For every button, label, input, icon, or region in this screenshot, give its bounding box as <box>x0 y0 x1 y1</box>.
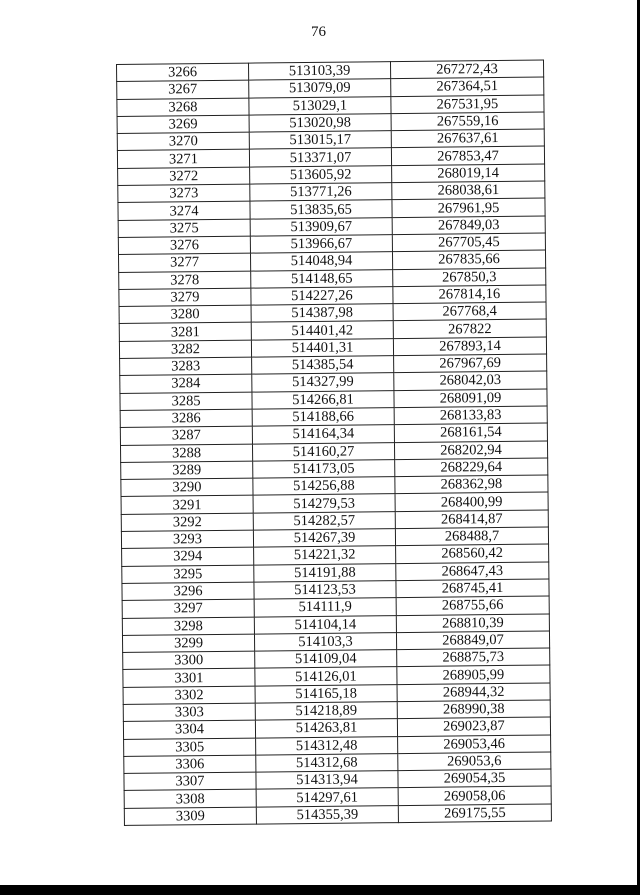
x-coordinate-cell: 513079,09 <box>249 79 391 98</box>
point-number-cell: 3278 <box>119 271 251 290</box>
y-coordinate-cell: 269058,06 <box>398 786 551 805</box>
x-coordinate-cell: 514401,31 <box>251 338 393 357</box>
point-number-cell: 3287 <box>120 426 252 445</box>
y-coordinate-cell: 269175,55 <box>398 804 551 823</box>
point-number-cell: 3281 <box>119 323 251 342</box>
point-number-cell: 3309 <box>124 807 256 826</box>
x-coordinate-cell: 514256,88 <box>253 477 395 496</box>
y-coordinate-cell: 267850,3 <box>393 268 546 287</box>
point-number-cell: 3290 <box>121 478 253 497</box>
x-coordinate-cell: 514164,34 <box>252 425 394 444</box>
x-coordinate-cell: 514355,39 <box>256 805 398 824</box>
y-coordinate-cell: 268133,83 <box>394 406 547 425</box>
point-number-cell: 3267 <box>117 80 249 99</box>
coordinates-table <box>116 60 552 827</box>
y-coordinate-cell: 268042,03 <box>394 371 547 390</box>
y-coordinate-cell: 268229,64 <box>395 458 548 477</box>
x-coordinate-cell: 514188,66 <box>252 408 394 427</box>
point-number-cell: 3303 <box>123 703 255 722</box>
x-coordinate-cell: 514385,54 <box>252 356 394 375</box>
x-coordinate-cell: 513909,67 <box>250 217 392 236</box>
y-coordinate-cell: 268400,99 <box>395 492 548 511</box>
x-coordinate-cell: 513771,26 <box>250 183 392 202</box>
point-number-cell: 3301 <box>123 668 255 687</box>
point-number-cell: 3298 <box>122 617 254 636</box>
y-coordinate-cell: 267531,95 <box>391 95 544 114</box>
x-coordinate-cell: 514282,57 <box>253 511 395 530</box>
y-coordinate-cell: 268560,42 <box>396 544 549 563</box>
y-coordinate-cell: 269023,87 <box>397 717 550 736</box>
y-coordinate-cell: 267814,16 <box>393 285 546 304</box>
y-coordinate-cell: 267853,47 <box>391 147 544 166</box>
y-coordinate-cell: 268488,7 <box>395 527 548 546</box>
x-coordinate-cell: 513020,98 <box>249 114 391 133</box>
point-number-cell: 3294 <box>122 547 254 566</box>
y-coordinate-cell: 268414,87 <box>395 510 548 529</box>
point-number-cell: 3305 <box>124 738 256 757</box>
y-coordinate-cell: 267637,61 <box>391 129 544 148</box>
x-coordinate-cell: 514266,81 <box>252 390 394 409</box>
x-coordinate-cell: 514227,26 <box>251 286 393 305</box>
x-coordinate-cell: 513015,17 <box>249 131 391 150</box>
x-coordinate-cell: 514111,9 <box>254 598 396 617</box>
table-row <box>124 804 551 826</box>
y-coordinate-cell: 267967,69 <box>394 354 547 373</box>
y-coordinate-cell: 268755,66 <box>396 596 549 615</box>
point-number-cell: 3286 <box>120 409 252 428</box>
x-coordinate-cell: 514191,88 <box>254 563 396 582</box>
point-number-cell: 3285 <box>120 392 252 411</box>
x-coordinate-cell: 514218,89 <box>255 702 397 721</box>
point-number-cell: 3279 <box>119 288 251 307</box>
point-number-cell: 3272 <box>118 167 250 186</box>
point-number-cell: 3283 <box>120 357 252 376</box>
point-number-cell: 3269 <box>117 115 249 134</box>
x-coordinate-cell: 513605,92 <box>250 165 392 184</box>
y-coordinate-cell: 268647,43 <box>396 562 549 581</box>
y-coordinate-cell: 268810,39 <box>396 613 549 632</box>
point-number-cell: 3268 <box>117 98 249 117</box>
coordinates-table-body <box>117 60 552 825</box>
point-number-cell: 3296 <box>122 582 254 601</box>
y-coordinate-cell: 268019,14 <box>392 164 545 183</box>
x-coordinate-cell: 513371,07 <box>249 148 391 167</box>
y-coordinate-cell: 268161,54 <box>394 423 547 442</box>
point-number-cell: 3293 <box>121 530 253 549</box>
point-number-cell: 3282 <box>119 340 251 359</box>
point-number-cell: 3307 <box>124 772 256 791</box>
x-coordinate-cell: 514173,05 <box>253 459 395 478</box>
point-number-cell: 3266 <box>117 63 249 82</box>
y-coordinate-cell: 268091,09 <box>394 389 547 408</box>
x-coordinate-cell: 514048,94 <box>250 252 392 271</box>
y-coordinate-cell: 268875,73 <box>397 648 550 667</box>
point-number-cell: 3306 <box>124 755 256 774</box>
x-coordinate-cell: 514160,27 <box>252 442 394 461</box>
x-coordinate-cell: 513835,65 <box>250 200 392 219</box>
point-number-cell: 3304 <box>123 720 255 739</box>
y-coordinate-cell: 267893,14 <box>393 337 546 356</box>
point-number-cell: 3299 <box>122 634 254 653</box>
y-coordinate-cell: 267705,45 <box>392 233 545 252</box>
x-coordinate-cell: 514401,42 <box>251 321 393 340</box>
point-number-cell: 3271 <box>117 150 249 169</box>
y-coordinate-cell: 267849,03 <box>392 216 545 235</box>
x-coordinate-cell: 514148,65 <box>251 269 393 288</box>
point-number-cell: 3292 <box>121 513 253 532</box>
x-coordinate-cell: 514103,3 <box>254 632 396 651</box>
point-number-cell: 3288 <box>120 444 252 463</box>
y-coordinate-cell: 268362,98 <box>395 475 548 494</box>
x-coordinate-cell: 514312,68 <box>256 753 398 772</box>
x-coordinate-cell: 513029,1 <box>249 96 391 115</box>
page-number: 76 <box>311 24 326 40</box>
y-coordinate-cell: 268990,38 <box>397 700 550 719</box>
x-coordinate-cell: 514312,48 <box>256 736 398 755</box>
y-coordinate-cell: 268944,32 <box>397 683 550 702</box>
y-coordinate-cell: 267835,66 <box>392 250 545 269</box>
y-coordinate-cell: 267272,43 <box>390 60 543 79</box>
point-number-cell: 3297 <box>122 599 254 618</box>
x-coordinate-cell: 514221,32 <box>254 546 396 565</box>
x-coordinate-cell: 514327,99 <box>252 373 394 392</box>
point-number-cell: 3284 <box>120 374 252 393</box>
y-coordinate-cell: 269053,46 <box>398 735 551 754</box>
point-number-cell: 3277 <box>118 253 250 272</box>
y-coordinate-cell: 268202,94 <box>394 441 547 460</box>
x-coordinate-cell: 514387,98 <box>251 304 393 323</box>
point-number-cell: 3275 <box>118 219 250 238</box>
point-number-cell: 3302 <box>123 686 255 705</box>
point-number-cell: 3300 <box>123 651 255 670</box>
x-coordinate-cell: 514313,94 <box>256 771 398 790</box>
x-coordinate-cell: 514297,61 <box>256 788 398 807</box>
coordinates-table-wrapper <box>116 60 551 826</box>
point-number-cell: 3308 <box>124 790 256 809</box>
x-coordinate-cell: 513103,39 <box>248 62 390 81</box>
point-number-cell: 3276 <box>118 236 250 255</box>
point-number-cell: 3273 <box>118 184 250 203</box>
x-coordinate-cell: 514126,01 <box>255 667 397 686</box>
y-coordinate-cell: 267559,16 <box>391 112 544 131</box>
x-coordinate-cell: 514267,39 <box>253 529 395 548</box>
y-coordinate-cell: 268745,41 <box>396 579 549 598</box>
point-number-cell: 3270 <box>117 132 249 151</box>
point-number-cell: 3291 <box>121 496 253 515</box>
x-coordinate-cell: 514165,18 <box>255 684 397 703</box>
point-number-cell: 3295 <box>122 565 254 584</box>
x-coordinate-cell: 514109,04 <box>255 650 397 669</box>
y-coordinate-cell: 268905,99 <box>397 665 550 684</box>
x-coordinate-cell: 514279,53 <box>253 494 395 513</box>
y-coordinate-cell: 269053,6 <box>398 752 551 771</box>
y-coordinate-cell: 267961,95 <box>392 198 545 217</box>
point-number-cell: 3274 <box>118 201 250 220</box>
x-coordinate-cell: 514263,81 <box>255 719 397 738</box>
point-number-cell: 3289 <box>121 461 253 480</box>
y-coordinate-cell: 268849,07 <box>396 631 549 650</box>
y-coordinate-cell: 269054,35 <box>398 769 551 788</box>
x-coordinate-cell: 514104,14 <box>254 615 396 634</box>
y-coordinate-cell: 267364,51 <box>391 77 544 96</box>
y-coordinate-cell: 267768,4 <box>393 302 546 321</box>
x-coordinate-cell: 514123,53 <box>254 581 396 600</box>
y-coordinate-cell: 268038,61 <box>392 181 545 200</box>
y-coordinate-cell: 267822 <box>393 319 546 338</box>
x-coordinate-cell: 513966,67 <box>250 235 392 254</box>
point-number-cell: 3280 <box>119 305 251 324</box>
